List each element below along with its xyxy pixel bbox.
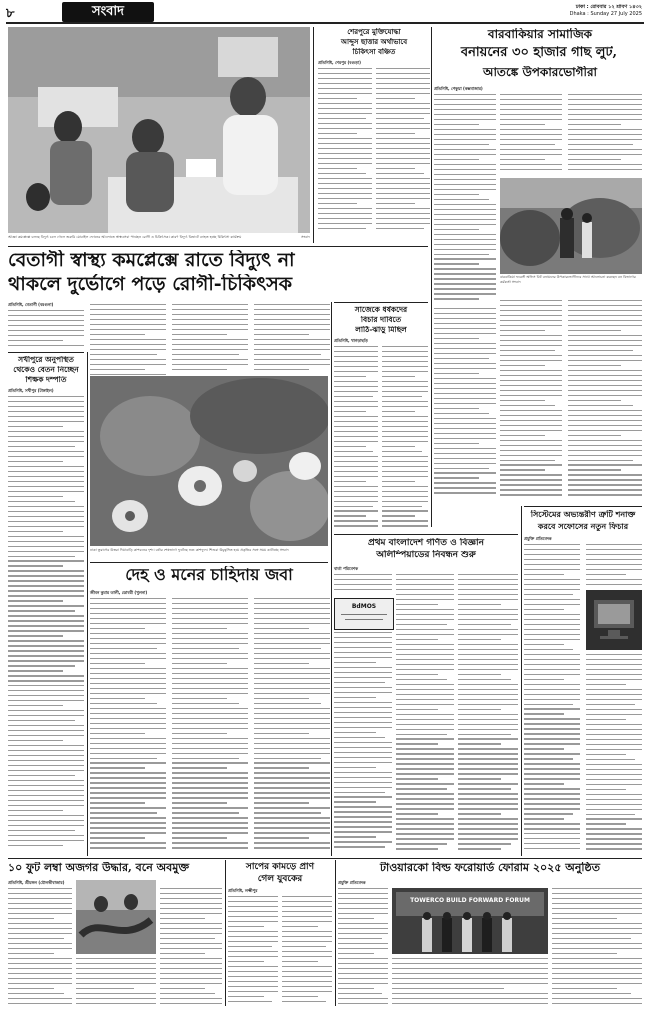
barabakia-body-col6 [434,308,496,502]
hospital-photo-caption-text: আজ্ঞা কমপ্লেক্সে চলছে বিদ্যুৎ চলে গেলে জরুরি মোবাইল ফোনের আলোতে স্বাস্থ্যসেবা পাচ্ছেন রোগী ও চিকিৎসক। কারণ বিদ্যুৎ বিভ্রাটে ব্যাহত হচ্ছে চিকিৎসা কার্যক্রম [8,235,242,239]
snake-headline-2: গেল যুবকের [257,874,303,884]
olympiad-ad-brand: BdMOS [351,603,377,610]
masthead-date-bn: ঢাকা : রোববার ১২ শ্রাবণ ১৪৩২ [575,4,642,10]
col-divider-5 [87,352,88,856]
page-number: ৮ [6,6,15,21]
teacher-headline-3: শিক্ষক দম্পতি [25,376,67,384]
flower-rule [90,562,328,563]
olympiad-ad [334,598,394,630]
flower-photo-caption-text: ঢাকা তুরাগের উত্তরা দিয়াবাড়ি কাশবনের দৃশ্য। বর্ষার শেষভাগে ফুটেছে শুভ্র কাশফুল। শিশুরা উচ্ছ্বসিত হয়ে প্রকৃতির সঙ্গে সময় কাটাচ্ছে [90,548,279,552]
barabakia-headline: বনায়নের ৩০ হাজার গাছ লুট, [460,46,618,60]
col-divider-1 [313,27,314,243]
teacher-headline-2: থেকেও বেতন নিচ্ছেন [13,366,79,374]
forest-photo [500,178,642,274]
system-body-col2 [586,544,642,588]
assault-body-col1 [334,346,378,530]
col-divider-4 [521,506,522,856]
barabakia-kicker: বারবাকিয়ার সামাজিক [487,28,593,41]
olympiad-body-col3 [396,574,454,854]
freedom-body-col1 [318,68,372,230]
sajek-rule [334,302,428,303]
flower-body-col3 [254,598,330,854]
teacher-body-col1 [8,396,84,854]
freedom-headline-1: শেরপুরে মুক্তিযোদ্ধা [347,28,401,36]
towerco-body-col1 [338,888,388,1006]
barabakia-body-col5 [568,300,642,500]
olympiad-body-col4 [458,574,518,854]
freedom-body-col2 [376,68,430,230]
col-divider-2 [431,27,432,527]
assault-body-col2 [382,346,428,530]
hospital-photo [8,27,310,233]
teacher-rule [8,352,84,353]
assault-headline-1: সাজেকে ধর্ষকদের [354,306,408,314]
towerco-body-col2 [392,958,548,1006]
python-body-col1 [8,888,72,1006]
flower-photo [90,376,328,546]
towerco-rule [338,858,642,859]
python-body-col2 [76,958,156,1006]
assault-headline-2: বিচার দাবিতে [360,316,402,324]
col-divider-6 [225,860,226,1006]
python-photo [76,880,156,954]
towerco-body-col3 [552,888,642,1006]
system-headline: সিস্টেমের অভ্যন্তরীণ ত্রুটি শনাক্ত [530,510,636,519]
betagi-headline-2: থাকলে দুর্ভোগে পড়ে রোগী-চিকিৎসক [8,274,293,295]
forest-photo-source: সংবাদ [511,279,521,284]
flower-headline: দেহ ও মনের চাহিদায় জবা [125,566,293,584]
snake-body-col1 [228,896,278,1006]
barabakia-body-col3 [568,94,642,174]
towerco-headline: টাওয়ারকো বিল্ড ফরোয়ার্ড ফোরাম ২০২৫ অনুষ্ঠিত [380,862,600,874]
system-body-col1 [524,544,580,854]
hospital-photo-source: সংবাদ [301,235,310,239]
snake-headline: সাপের কামড়ে প্রাণ [245,862,315,872]
flower-body-col2 [172,598,248,854]
masthead-rule [6,22,644,24]
olympiad-body-col1 [334,574,392,596]
masthead-date-en: Dhaka : Sunday 27 July 2025 [569,11,642,17]
system-illustration [586,590,642,650]
towerco-photo [392,888,548,954]
python-body-col3 [160,888,222,1006]
forest-scene [500,178,642,274]
betagi-headline: বেতাগী স্বাস্থ্য কমপ্লেক্সে রাতে বিদ্যুৎ না [8,250,295,271]
barabakia-body-col2 [500,94,562,174]
system-photo [586,590,642,650]
barabakia-body-col1 [434,94,496,304]
freedom-headline-2: আব্দুস ছাত্তার অর্থাভাবে [340,38,408,46]
flower-photo-caption [90,548,328,558]
freedom-byline: প্রতিনিধি, শেরপুর (বগুড়া) [318,60,361,65]
betagi-rule-top [8,246,428,247]
python-byline: প্রতিনিধি, শ্রীমঙ্গল (মৌলভীবাজার) [8,880,65,885]
hospital-scene [8,27,310,233]
system-headline-2: করবে সফোসের নতুন ফিচার [537,522,629,531]
snake-byline: প্রতিনিধি, লক্ষ্মীপুর [228,888,258,893]
forest-photo-caption-text: বারবাকিয়া ফরেস্ট অফিস বিট বনায়নের উপকারভোগীদের সাথে আলোচনা করছেন বন বিভাগের কর্মকর্তা [500,275,636,284]
barabakia-body-col4 [500,300,562,500]
teacher-headline-1: সখীপুরে অনুপস্থিত [18,356,74,364]
barabakia-byline: প্রতিনিধি, পেকুয়া (কক্সবাজার) [434,86,483,91]
col-divider-3 [331,302,332,856]
betagi-body-col1 [8,310,84,350]
flower-body-col1 [90,598,166,854]
olympiad-rule [334,534,518,535]
betagi-byline: প্রতিনিধি, বেতাগী (বরগুনা) [8,302,54,307]
betagi-body-col3 [172,304,248,374]
python-headline: ১০ ফুট লম্বা অজগর উদ্ধার, বনে অবমুক্ত [8,862,190,874]
betagi-body-col4 [254,304,330,374]
barabakia-subheadline: আতঙ্কে উপকারভোগীরা [482,66,598,79]
assault-byline: প্রতিনিধি, খাগড়াছড়ি [334,338,368,343]
olympiad-headline-2: অলিম্পিয়াডের নিবন্ধন শুরু [376,550,476,560]
col-divider-7 [335,860,336,1006]
flower-byline: জীবন কুমার তালী, ডোবরী (খুলনা) [90,590,148,595]
system-byline: প্রযুক্তি প্রতিবেদক [524,536,552,541]
forest-photo-caption [500,275,642,295]
system-body-col3 [586,654,642,854]
freedom-headline-3: চিকিৎসা বঞ্চিত [352,48,396,56]
teacher-byline: প্রতিনিধি, সখীপুর (টাঙ্গাইল) [8,388,54,393]
snake-body-col2 [282,896,332,1006]
olympiad-body-col2 [334,632,392,854]
towerco-banner: TOWERCO BUILD FORWARD FORUM [410,897,530,904]
flower-scene [90,376,328,546]
python-scene [76,880,156,954]
hospital-photo-caption [8,235,310,245]
olympiad-headline: প্রথম বাংলাদেশ গণিত ও বিজ্ঞান [367,538,485,548]
masthead-logo-text: সংবাদ [91,4,125,19]
flower-photo-source: সংবাদ [279,548,289,552]
system-rule [524,506,642,507]
masthead-logo [62,2,154,22]
olympiad-byline: বার্তা পরিবেশক [334,566,358,571]
towerco-byline: প্রযুক্তি প্রতিবেদক [338,880,366,885]
assault-headline-3: লাঠি-ঝাড়ু মিছিল [355,326,407,334]
